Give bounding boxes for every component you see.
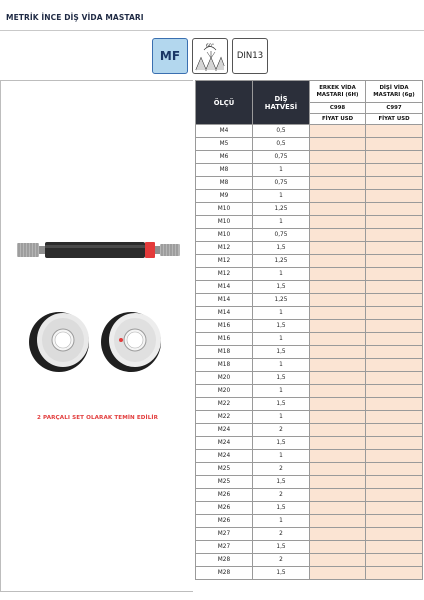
- male-price-cell: [310, 372, 366, 385]
- pitch-cell: 1,5: [253, 242, 310, 255]
- female-price-cell: [366, 164, 423, 177]
- female-price-cell: [366, 242, 423, 255]
- thread-angle-label: 60°: [206, 44, 214, 49]
- male-price-cell: [310, 151, 366, 164]
- header-size: ÖLÇÜ: [196, 81, 253, 125]
- table-row: [196, 203, 423, 216]
- size-cell: M27: [196, 528, 253, 541]
- pitch-cell: 0,75: [253, 151, 310, 164]
- size-cell: M14: [196, 294, 253, 307]
- female-price-cell: [366, 528, 423, 541]
- size-cell: M28: [196, 554, 253, 567]
- pitch-cell: 1,5: [253, 502, 310, 515]
- male-price-cell: [310, 359, 366, 372]
- male-price-cell: [310, 476, 366, 489]
- pitch-cell: 1: [253, 190, 310, 203]
- table-row: [196, 554, 423, 567]
- header-female-gauge: DİŞİ VİDA MASTARI (6g): [366, 81, 423, 103]
- pitch-cell: 1,5: [253, 320, 310, 333]
- pitch-cell: 1: [253, 333, 310, 346]
- male-price-cell: [310, 242, 366, 255]
- size-cell: M24: [196, 424, 253, 437]
- din13-badge: DIN13: [232, 38, 268, 74]
- male-price-header: FİYAT USD: [310, 114, 366, 125]
- table-row: [196, 164, 423, 177]
- size-cell: M10: [196, 203, 253, 216]
- size-cell: M27: [196, 541, 253, 554]
- table-row: [196, 450, 423, 463]
- mf-badge: MF: [152, 38, 188, 74]
- table-row: [196, 489, 423, 502]
- pitch-cell: 1,25: [253, 203, 310, 216]
- female-price-cell: [366, 216, 423, 229]
- female-price-cell: [366, 333, 423, 346]
- table-row: [196, 333, 423, 346]
- title-divider: [0, 30, 424, 31]
- size-cell: M10: [196, 229, 253, 242]
- female-price-cell: [366, 398, 423, 411]
- page-title: METRİK İNCE DİŞ VİDA MASTARI: [6, 13, 144, 22]
- pitch-cell: 1,5: [253, 281, 310, 294]
- pitch-cell: 0,5: [253, 125, 310, 138]
- female-price-cell: [366, 346, 423, 359]
- male-price-cell: [310, 255, 366, 268]
- thread-profile-icon: [192, 38, 228, 74]
- female-price-cell: [366, 268, 423, 281]
- size-cell: M22: [196, 398, 253, 411]
- male-price-cell: [310, 320, 366, 333]
- pitch-cell: 1: [253, 385, 310, 398]
- size-cell: M8: [196, 164, 253, 177]
- female-price-cell: [366, 541, 423, 554]
- pitch-cell: 1,5: [253, 476, 310, 489]
- pitch-cell: 1: [253, 216, 310, 229]
- male-price-cell: [310, 268, 366, 281]
- table-row: [196, 385, 423, 398]
- table-row: [196, 567, 423, 580]
- pitch-cell: 1: [253, 307, 310, 320]
- female-price-cell: [366, 151, 423, 164]
- female-price-cell: [366, 424, 423, 437]
- male-price-cell: [310, 502, 366, 515]
- table-row: [196, 515, 423, 528]
- pitch-cell: 0,75: [253, 177, 310, 190]
- plug-gauge-icon: [15, 239, 183, 265]
- pitch-cell: 1: [253, 359, 310, 372]
- size-cell: M25: [196, 463, 253, 476]
- male-price-cell: [310, 411, 366, 424]
- table-row: [196, 398, 423, 411]
- header-male-gauge: ERKEK VİDA MASTARI (6H): [310, 81, 366, 103]
- female-price-cell: [366, 437, 423, 450]
- female-price-cell: [366, 515, 423, 528]
- table-row: [196, 216, 423, 229]
- male-price-cell: [310, 138, 366, 151]
- header-pitch: DİŞ HATVESİ: [253, 81, 310, 125]
- table-row: [196, 372, 423, 385]
- size-cell: M25: [196, 476, 253, 489]
- table-row: [196, 476, 423, 489]
- table-row: [196, 281, 423, 294]
- pitch-cell: 0,5: [253, 138, 310, 151]
- female-price-cell: [366, 177, 423, 190]
- pitch-cell: 2: [253, 528, 310, 541]
- table-row: [196, 151, 423, 164]
- spec-table-body: [196, 125, 423, 580]
- male-price-cell: [310, 190, 366, 203]
- size-cell: M12: [196, 242, 253, 255]
- size-cell: M20: [196, 385, 253, 398]
- male-price-cell: [310, 515, 366, 528]
- table-row: [196, 268, 423, 281]
- pitch-cell: 2: [253, 463, 310, 476]
- table-row: [196, 463, 423, 476]
- female-price-cell: [366, 281, 423, 294]
- male-code: C998: [310, 103, 366, 114]
- male-price-cell: [310, 398, 366, 411]
- pitch-cell: 1: [253, 411, 310, 424]
- pitch-cell: 1,5: [253, 541, 310, 554]
- table-row: [196, 424, 423, 437]
- table-row: [196, 359, 423, 372]
- male-price-cell: [310, 528, 366, 541]
- female-price-cell: [366, 125, 423, 138]
- table-row: [196, 138, 423, 151]
- size-cell: M26: [196, 489, 253, 502]
- pitch-cell: 1: [253, 164, 310, 177]
- table-row: [196, 307, 423, 320]
- pitch-cell: 2: [253, 424, 310, 437]
- set-note: 2 PARÇALI SET OLARAK TEMİN EDİLİR: [37, 415, 158, 421]
- male-price-cell: [310, 229, 366, 242]
- pitch-cell: 0,75: [253, 229, 310, 242]
- female-price-cell: [366, 320, 423, 333]
- pitch-cell: 2: [253, 554, 310, 567]
- size-cell: M9: [196, 190, 253, 203]
- table-row: [196, 255, 423, 268]
- size-cell: M24: [196, 437, 253, 450]
- female-price-cell: [366, 411, 423, 424]
- pitch-cell: 1,5: [253, 437, 310, 450]
- size-cell: M18: [196, 359, 253, 372]
- size-cell: M20: [196, 372, 253, 385]
- male-price-cell: [310, 125, 366, 138]
- pitch-cell: 1,5: [253, 398, 310, 411]
- female-price-cell: [366, 229, 423, 242]
- female-price-cell: [366, 190, 423, 203]
- female-price-cell: [366, 359, 423, 372]
- size-cell: M22: [196, 411, 253, 424]
- gauge-spec-table: [195, 80, 423, 580]
- table-row: [196, 411, 423, 424]
- female-price-cell: [366, 567, 423, 580]
- female-price-cell: [366, 463, 423, 476]
- table-row: [196, 125, 423, 138]
- table-row: [196, 502, 423, 515]
- female-price-cell: [366, 450, 423, 463]
- male-price-cell: [310, 463, 366, 476]
- male-price-cell: [310, 346, 366, 359]
- pitch-cell: 1: [253, 450, 310, 463]
- size-cell: M4: [196, 125, 253, 138]
- female-price-cell: [366, 294, 423, 307]
- table-row: [196, 541, 423, 554]
- table-row: [196, 294, 423, 307]
- size-cell: M6: [196, 151, 253, 164]
- male-price-cell: [310, 216, 366, 229]
- female-price-cell: [366, 476, 423, 489]
- table-row: [196, 320, 423, 333]
- female-price-cell: [366, 138, 423, 151]
- male-price-cell: [310, 554, 366, 567]
- size-cell: M8: [196, 177, 253, 190]
- female-price-cell: [366, 203, 423, 216]
- size-cell: M12: [196, 268, 253, 281]
- table-row: [196, 177, 423, 190]
- ring-gauge-icon: [27, 309, 167, 377]
- pitch-cell: 1,5: [253, 567, 310, 580]
- male-price-cell: [310, 307, 366, 320]
- female-price-header: FİYAT USD: [366, 114, 423, 125]
- female-price-cell: [366, 255, 423, 268]
- size-cell: M26: [196, 502, 253, 515]
- female-price-cell: [366, 307, 423, 320]
- size-cell: M18: [196, 346, 253, 359]
- male-price-cell: [310, 450, 366, 463]
- male-price-cell: [310, 177, 366, 190]
- size-cell: M5: [196, 138, 253, 151]
- size-cell: M14: [196, 307, 253, 320]
- size-cell: M16: [196, 333, 253, 346]
- spec-badges: [152, 38, 268, 74]
- male-price-cell: [310, 567, 366, 580]
- female-code: C997: [366, 103, 423, 114]
- female-price-cell: [366, 554, 423, 567]
- table-row: [196, 229, 423, 242]
- male-price-cell: [310, 489, 366, 502]
- pitch-cell: 1,5: [253, 372, 310, 385]
- table-row: [196, 528, 423, 541]
- size-cell: M24: [196, 450, 253, 463]
- table-row: [196, 190, 423, 203]
- size-cell: M16: [196, 320, 253, 333]
- male-price-cell: [310, 333, 366, 346]
- male-price-cell: [310, 541, 366, 554]
- size-cell: M14: [196, 281, 253, 294]
- female-price-cell: [366, 385, 423, 398]
- size-cell: M26: [196, 515, 253, 528]
- pitch-cell: 1,25: [253, 255, 310, 268]
- table-row: [196, 242, 423, 255]
- male-price-cell: [310, 164, 366, 177]
- pitch-cell: 1: [253, 515, 310, 528]
- size-cell: M12: [196, 255, 253, 268]
- female-price-cell: [366, 372, 423, 385]
- male-price-cell: [310, 424, 366, 437]
- size-cell: M28: [196, 567, 253, 580]
- pitch-cell: 1,25: [253, 294, 310, 307]
- male-price-cell: [310, 203, 366, 216]
- male-price-cell: [310, 294, 366, 307]
- table-row: [196, 346, 423, 359]
- size-cell: M10: [196, 216, 253, 229]
- pitch-cell: 2: [253, 489, 310, 502]
- pitch-cell: 1: [253, 268, 310, 281]
- female-price-cell: [366, 489, 423, 502]
- product-image-panel: [0, 80, 193, 592]
- table-row: [196, 437, 423, 450]
- female-price-cell: [366, 502, 423, 515]
- pitch-cell: 1,5: [253, 346, 310, 359]
- male-price-cell: [310, 385, 366, 398]
- male-price-cell: [310, 281, 366, 294]
- male-price-cell: [310, 437, 366, 450]
